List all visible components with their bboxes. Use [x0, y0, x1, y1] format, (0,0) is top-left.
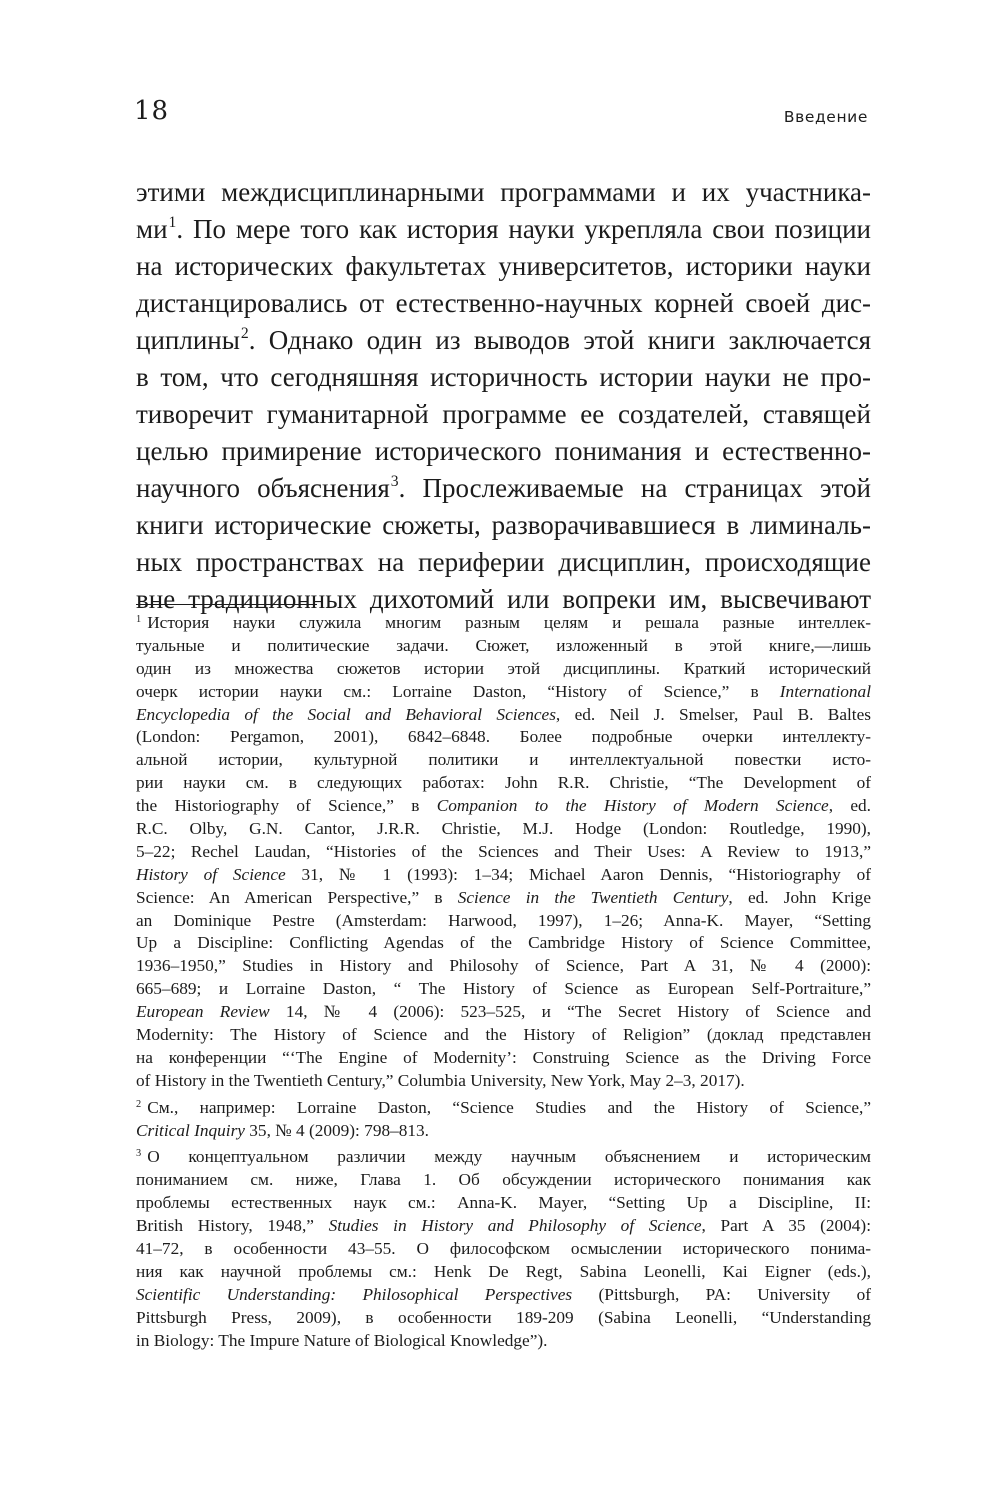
body-line: на исторических факультетах университетов, историки науки — [136, 251, 871, 281]
body-line: тиворечит гуманитарной программе ее создателей, ставящей — [136, 399, 871, 429]
page-number: 18 — [134, 96, 170, 126]
footnote-line: $^1$ История науки служила многим разным целям и решала разные интеллек- — [136, 613, 871, 632]
footnote-3 — [136, 1142, 871, 1352]
body-line: этими междисциплинарными программами и их участника- — [136, 177, 871, 207]
footnotes — [136, 612, 871, 1353]
footnote-divider — [136, 604, 317, 605]
footnote-line: 1936–1950,” Studies in History and Philosohy of Science, Part A 31, № 4 (2000): — [136, 956, 871, 976]
footnote-2 — [136, 1093, 871, 1143]
body-line: целью примирение исторического понимания и естественно- — [136, 436, 871, 466]
footnote-line: of History in the Twentieth Century,” Columbia University, New York, May 2–3, 2017). — [136, 1070, 745, 1090]
footnote-line: Scientific Understanding: Philosophical Perspectives (Pittsburgh, PA: University of — [136, 1284, 871, 1304]
body-line: научного объяснения$^3$. Прослеживаемые на страницах этой — [136, 473, 871, 503]
body-line: вне традиционных дихотомий или вопреки им, высвечивают — [136, 584, 871, 614]
body-line: циплины$^2$. Однако один из выводов этой книги заключается — [136, 325, 871, 355]
footnote-line: 665–689; и Lorraine Daston, “ The History of Science as European Self-Portraiture,” — [136, 979, 871, 999]
footnote-line: R.C. Olby, G.N. Cantor, J.R.R. Christie, M.J. Hodge (London: Routledge, 1990), — [136, 819, 871, 839]
footnote-line: на конференции “‘The Engine of Modernity’: Construing Science as the Driving Force — [136, 1047, 871, 1067]
footnote-line: один из множества сюжетов истории этой дисциплины. Краткий исторический — [136, 658, 871, 678]
footnote-line: European Review 14, № 4 (2006): 523–525, и “The Secret History of Science and — [136, 1002, 871, 1022]
body-line: в том, что сегодняшняя историчность истории науки не про- — [136, 362, 871, 392]
footnote-line: очерк истории науки см.: Lorraine Daston, “History of Science,” в International — [136, 681, 871, 701]
footnote-line: British History, 1948,” Studies in History and Philosophy of Science, Part A 35 (2004): — [136, 1216, 871, 1236]
footnote-line: in Biology: The Impure Nature of Biological Knowledge”). — [136, 1330, 548, 1350]
footnote-line: проблемы естественных наук см.: Anna-K. Mayer, “Setting Up a Discipline, II: — [136, 1193, 871, 1213]
footnote-line: $^2$ См., например: Lorraine Daston, “Science Studies and the History of Science,” — [136, 1097, 871, 1117]
body-line: дистанцировались от естественно-научных корней своей дис- — [136, 288, 871, 318]
footnote-line: an Dominique Pestre (Amsterdam: Harwood, 1997), 1–26; Anna-K. Mayer, “Setting — [136, 910, 871, 930]
footnote-reference[interactable]: 2 — [240, 325, 249, 342]
footnote-number: 1 — [136, 614, 142, 625]
footnote-line: альной истории, культурной политики и интеллектуальной повестки исто- — [136, 750, 871, 770]
footnote-line: Up a Discipline: Conflicting Agendas of the Cambridge History of Science Committee, — [136, 933, 871, 953]
main-text — [136, 174, 871, 618]
footnote-line: (London: Pergamon, 2001), 6842–6848. Более подробные очерки интеллекту- — [136, 727, 871, 747]
footnote-line: $^3$ О концептуальном различии между научным объяснением и историческим — [136, 1147, 871, 1167]
footnote-line: ния как научной проблемы см.: Henk De Regt, Sabina Leonelli, Kai Eigner (eds.), — [136, 1261, 871, 1281]
footnote-line: пониманием см. ниже, Глава 1. Об обсуждении исторического понимания как — [136, 1170, 871, 1190]
body-line: ных пространствах на периферии дисциплин, происходящие — [136, 547, 871, 577]
footnote-reference[interactable]: 3 — [390, 473, 399, 490]
footnote-line: History of Science 31, № 1 (1993): 1–34; Michael Aaron Dennis, “Historiography of — [136, 864, 871, 884]
footnote-line: Pittsburgh Press, 2009), в особенности 189-209 (Sabina Leonelli, “Understanding — [136, 1307, 871, 1327]
footnote-line: рии науки см. в следующих работах: John R.R. Christie, “The Development of — [136, 773, 871, 793]
footnote-line: 5–22; Rechel Laudan, “Histories of the Sciences and Their Uses: A Review to 1913,” — [136, 841, 871, 861]
footnote-line: 41–72, в особенности 43–55. О философском осмыслении исторического понима- — [136, 1239, 871, 1259]
footnote-number: 2 — [136, 1098, 142, 1110]
footnote-line: Science: An American Perspective,” в Science in the Twentieth Century, ed. John Krige — [136, 887, 871, 907]
footnote-line: the Historiography of Science,” в Companion to the History of Modern Science, ed. — [136, 796, 871, 816]
body-line: книги исторические сюжеты, разворачивавшиеся в лиминаль- — [136, 510, 871, 540]
footnote-line: Critical Inquiry 35, № 4 (2009): 798–813. — [136, 1120, 429, 1140]
footnote-line: Modernity: The History of Science and the History of Religion” (доклад представлен — [136, 1025, 871, 1045]
footnote-1 — [136, 612, 871, 1093]
footnote-line: туальные и политические задачи. Сюжет, изложенный в этой книге,—лишь — [136, 635, 871, 655]
footnote-reference[interactable]: 1 — [168, 214, 177, 231]
footnote-line: Encyclopedia of the Social and Behavioral Sciences, ed. Neil J. Smelser, Paul B. Baltes — [136, 704, 871, 724]
body-line: $ми^1$. По мере того как история науки укрепляла свои позиции — [136, 214, 871, 244]
footnote-number: 3 — [136, 1148, 142, 1160]
running-title: Введение — [783, 108, 868, 126]
